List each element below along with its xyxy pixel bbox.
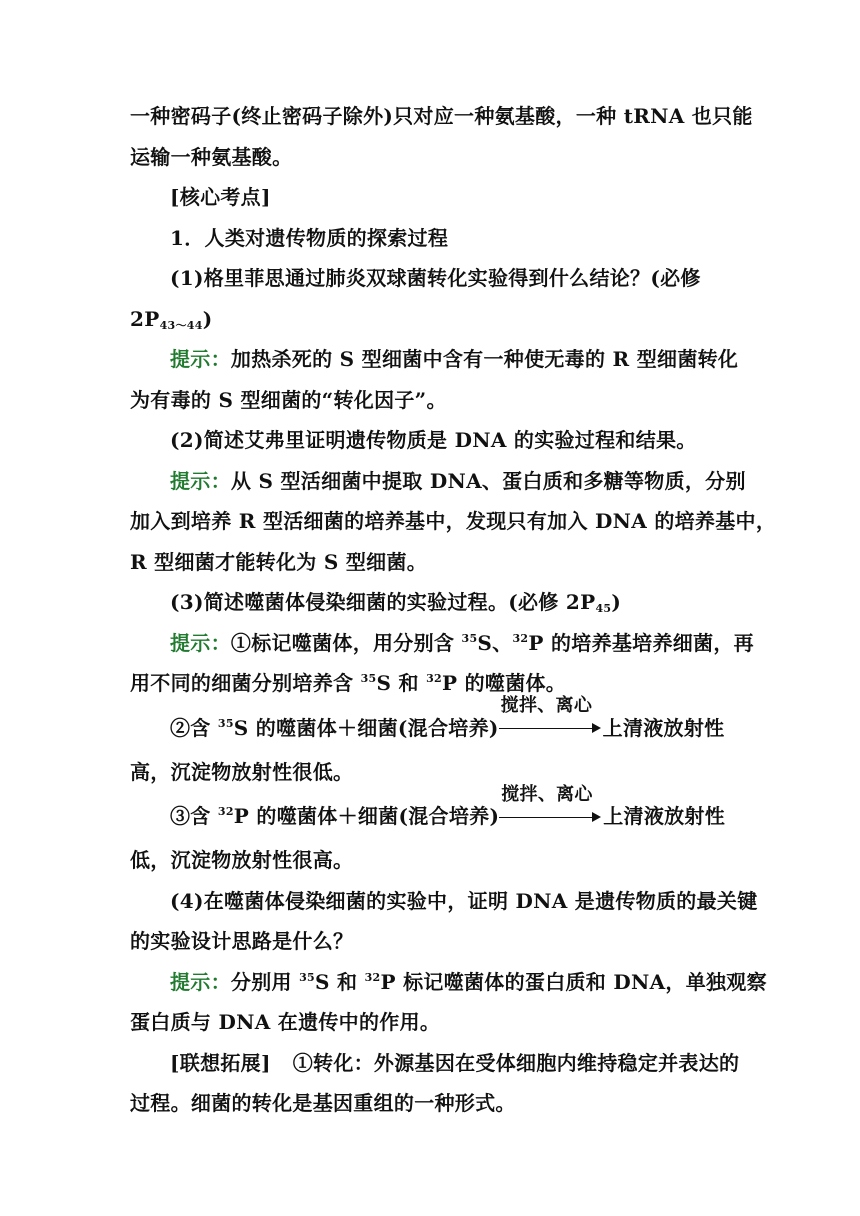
text-line: 加入到培养 R 型活细菌的培养基中，发现只有加入 DNA 的培养基中， [130, 509, 777, 533]
question-3: (3)简述噬菌体侵染细菌的实验过程。(必修 $2P_{45}$) [170, 590, 622, 615]
hint-label: 提示： [170, 630, 231, 655]
arrow-label: 搅拌、离心 [501, 783, 593, 805]
question-1-ref: $2P_{43\sim 44}$) [130, 306, 213, 332]
text-line: 运输一种氨基酸。 [130, 144, 293, 169]
hint-label: 提示： [170, 468, 231, 493]
step-3: ③含 $^{32}$P 的噬菌体＋细菌(混合培养) 搅拌、离心 上清液放射性 [130, 792, 730, 840]
topic-heading: 1．人类对遗传物质的探索过程 [170, 225, 449, 250]
text-line: R 型细菌才能转化为 S 型细菌。 [130, 549, 428, 574]
hint-label: 提示： [170, 969, 231, 994]
text-line: 低，沉淀物放射性很高。 [130, 848, 354, 872]
question-1: (1)格里菲思通过肺炎双球菌转化实验得到什么结论？(必修 [170, 266, 701, 290]
arrow-head-icon [592, 812, 601, 822]
hint-4: 提示：分别用 $^{35}$S 和 $^{32}$P 标记噬菌体的蛋白质和 DNA，单独观察 [170, 969, 767, 994]
text-line: 的实验设计思路是什么？ [130, 929, 354, 953]
text-line: 用不同的细菌分别培养含 $^{35}$S 和 $^{32}$P 的噬菌体。 [130, 671, 567, 695]
arrow-head-icon [592, 723, 601, 733]
step-2: ②含 $^{35}$S 的噬菌体＋细菌(混合培养) 搅拌、离心 上清液放射性 [130, 704, 730, 752]
extension-heading: [联想拓展] ①转化：外源基因在受体细胞内维持稳定并表达的 [170, 1050, 740, 1075]
reaction-arrow [499, 783, 603, 833]
text-line: 蛋白质与 DNA 在遗传中的作用。 [130, 1010, 441, 1034]
hint-2: 提示：从 S 型活细菌中提取 DNA、蛋白质和多糖等物质，分别 [170, 468, 746, 493]
text-line: 一种密码子(终止密码子除外)只对应一种氨基酸，一种 tRNA 也只能 [130, 104, 753, 128]
question-2: (2)简述艾弗里证明遗传物质是 DNA 的实验过程和结果。 [170, 428, 697, 452]
hint-1: 提示：加热杀死的 S 型细菌中含有一种使无毒的 R 型细菌转化 [170, 347, 739, 371]
reaction-arrow [499, 695, 603, 744]
hint-3: 提示：①标记噬菌体，用分别含 $^{35}$S、$^{32}$P 的培养基培养细菌，再 [170, 630, 754, 655]
question-4: (4)在噬菌体侵染细菌的实验中，证明 DNA 是遗传物质的最关键 [170, 888, 758, 913]
text-line: 高，沉淀物放射性很低。 [130, 759, 354, 784]
section-heading-core: [核心考点] [170, 185, 271, 209]
document-page [130, 96, 777, 1124]
text-line: 过程。细菌的转化是基因重组的一种形式。 [130, 1091, 516, 1115]
text-line: 为有毒的 S 型细菌的“转化因子”。 [130, 387, 447, 412]
hint-label: 提示： [170, 347, 231, 371]
arrow-label: 搅拌、离心 [500, 695, 593, 716]
